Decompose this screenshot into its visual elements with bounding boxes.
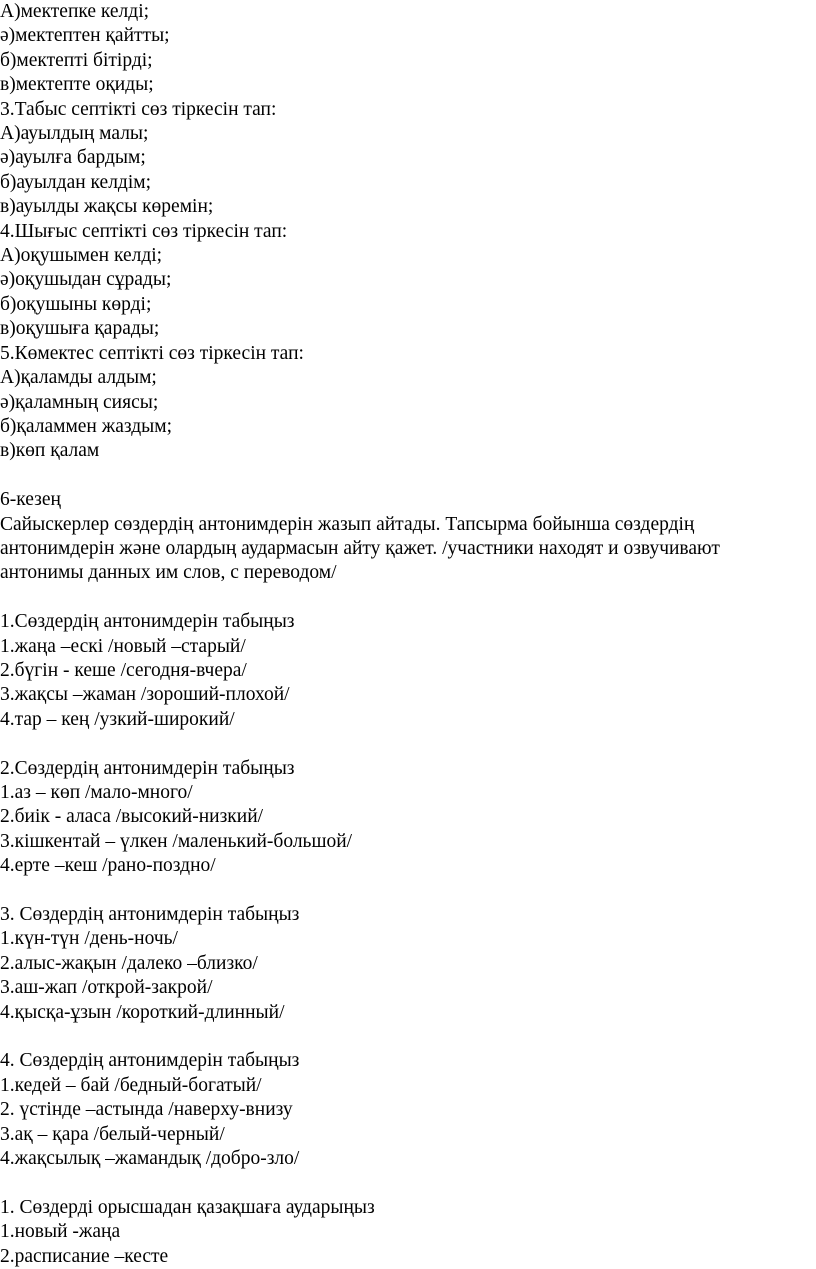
answer-option: ә)қаламның сиясы; xyxy=(0,391,159,413)
translation-task xyxy=(0,1196,816,1269)
antonym-pair: 3.аш-жап /открой-закрой/ xyxy=(0,977,213,999)
spacer xyxy=(0,1025,816,1049)
answer-option: ә)оқушыдан сұрады; xyxy=(0,269,172,291)
question-2-options xyxy=(0,0,816,98)
antonym-pair: 2.биік - аласа /высокий-низкий/ xyxy=(0,806,264,828)
spacer xyxy=(0,879,816,903)
answer-option: ә)мектептен қайтты; xyxy=(0,25,170,47)
question-3 xyxy=(0,98,816,220)
antonym-task-3 xyxy=(0,903,816,1025)
antonym-pair: 4.ерте –кеш /рано-поздно/ xyxy=(0,855,216,877)
question-5 xyxy=(0,342,816,464)
answer-option: в)көп қалам xyxy=(0,440,100,462)
answer-option: в)оқушыға қарады; xyxy=(0,318,160,340)
antonym-pair: 3.жақсы –жаман /зороший-плохой/ xyxy=(0,684,290,706)
question-title: 5.Көмектес септікті сөз тіркесін тап: xyxy=(0,342,304,364)
antonym-pair: 4.жақсылық –жамандық /добро-зло/ xyxy=(0,1148,300,1170)
question-title: 3.Табыс септікті сөз тіркесін тап: xyxy=(0,98,277,120)
translation-pair: 1.новый -жаңа xyxy=(0,1221,121,1243)
answer-option: б)мектепті бітірді; xyxy=(0,49,153,71)
task-title: 1. Сөздерді орысшадан қазақшаға аударыңыз xyxy=(0,1196,375,1218)
antonym-task-4 xyxy=(0,1049,816,1171)
question-title: 4.Шығыс септікті сөз тіркесін тап: xyxy=(0,220,288,242)
antonym-pair: 3.ақ – қара /белый-черный/ xyxy=(0,1123,225,1145)
antonym-pair: 2.алыс-жақын /далеко –близко/ xyxy=(0,952,258,974)
task-title: 4. Сөздердің антонимдерін табыңыз xyxy=(0,1050,300,1072)
question-4 xyxy=(0,220,816,342)
antonym-task-1 xyxy=(0,610,816,732)
answer-option: в)ауылды жақсы көремін; xyxy=(0,196,214,218)
stage-6-section xyxy=(0,488,816,586)
antonym-pair: 1.жаңа –ескі /новый –старый/ xyxy=(0,635,246,657)
answer-option: А)мектепке келді; xyxy=(0,1,150,22)
antonym-pair: 4.қысқа-ұзын /короткий-длинный/ xyxy=(0,1001,285,1023)
antonym-task-2 xyxy=(0,757,816,879)
stage-intro-paragraph: Сайыскерлер сөздердің антонимдерін жазып айтады. Тапсырма бойынша сөздердің антонимдерін және олардың аудармасын айту қажет. /участники находят и озвучивают антонимы данных им слов, с переводом/ xyxy=(0,513,720,584)
answer-option: А)ауылдың малы; xyxy=(0,123,149,145)
translation-pair: 2.расписание –кесте xyxy=(0,1245,169,1267)
antonym-pair: 1.кедей – бай /бедный-богатый/ xyxy=(0,1074,262,1096)
antonym-pair: 1.аз – көп /мало-много/ xyxy=(0,781,193,803)
spacer xyxy=(0,732,816,756)
answer-option: А)оқушымен келді; xyxy=(0,245,163,267)
antonym-pair: 3.кішкентай – үлкен /маленький-большой/ xyxy=(0,830,353,852)
answer-option: б)оқушыны көрді; xyxy=(0,293,152,315)
answer-option: ә)ауылға бардым; xyxy=(0,147,146,169)
answer-option: в)мектепте оқиды; xyxy=(0,74,154,96)
answer-option: б)қаламмен жаздым; xyxy=(0,415,173,437)
spacer xyxy=(0,1171,816,1195)
stage-heading: 6-кезең xyxy=(0,489,61,511)
antonym-pair: 4.тар – кең /узкий-широкий/ xyxy=(0,708,235,730)
answer-option: б)ауылдан келдім; xyxy=(0,171,152,193)
antonym-pair: 1.күн-түн /день-ночь/ xyxy=(0,928,178,950)
task-title: 2.Сөздердің антонимдерін табыңыз xyxy=(0,757,295,779)
answer-option: А)қаламды алдым; xyxy=(0,367,157,389)
task-title: 1.Сөздердің антонимдерін табыңыз xyxy=(0,611,295,633)
spacer xyxy=(0,464,816,488)
spacer xyxy=(0,586,816,610)
task-title: 3. Сөздердің антонимдерін табыңыз xyxy=(0,903,300,925)
antonym-pair: 2. үстінде –астында /наверху-внизу xyxy=(0,1099,293,1121)
antonym-pair: 2.бүгін - кеше /сегодня-вчера/ xyxy=(0,659,247,681)
